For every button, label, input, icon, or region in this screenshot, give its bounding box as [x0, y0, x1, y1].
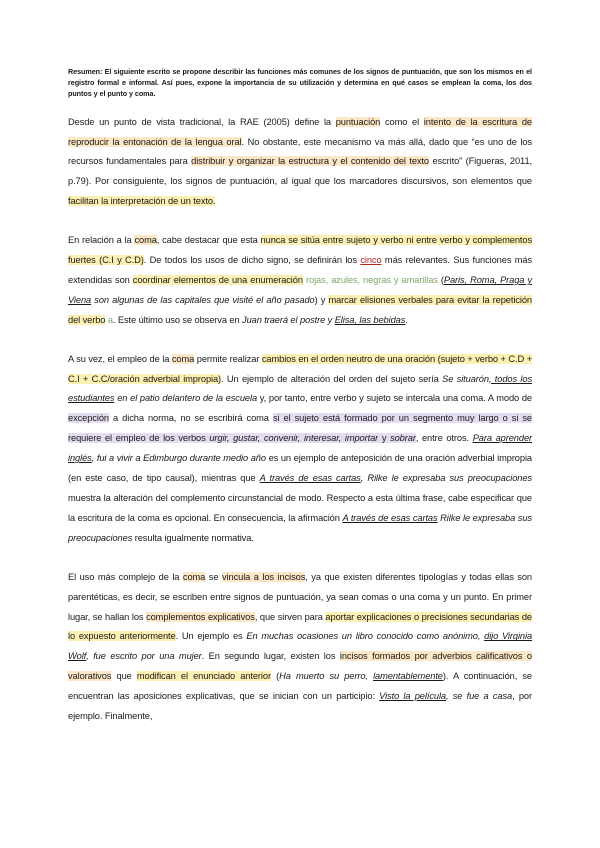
- text-run: Elisa, las bebidas: [334, 314, 406, 325]
- text-run: , cabe destacar que esta: [156, 235, 261, 246]
- text-run: . En segundo lugar, existen los: [201, 651, 340, 662]
- text-run: . Este último uso se observa en: [112, 314, 243, 325]
- text-run: A su vez, el empleo de la: [68, 353, 172, 364]
- text-run: excepción: [68, 413, 109, 424]
- text-run: y, por tanto, entre verbo y sujeto se intercala una coma. A modo de: [257, 393, 532, 404]
- text-run: , Rilke le expresaba sus preocupaciones: [360, 473, 532, 484]
- text-run: coma: [171, 353, 195, 364]
- text-run: que: [111, 671, 137, 682]
- text-run: distribuir y organizar la estructura y el contenido del texto: [191, 156, 429, 167]
- text-run: Desde un punto de vista tradicional, la RAE (2005) define la: [68, 116, 336, 127]
- text-run: aportar explicaciones o precisiones secundarias de lo expuesto anteriormente: [68, 611, 532, 642]
- text-run: escrito” (Figueras, 2011, p.79). Por consiguiente, los signos de puntuación, al igual que los marcadores discursivos, son elementos que: [68, 156, 532, 187]
- text-run: , fui a vivir a Edimburgo durante medio año: [91, 453, 266, 464]
- text-run: incisos formados por adverbios calificativos o valorativos: [68, 651, 532, 682]
- text-run: . Un ejemplo de alteración del orden del sujeto sería: [221, 373, 443, 384]
- text-run: , se fue a casa: [445, 691, 513, 702]
- text-run: (: [270, 671, 280, 682]
- text-run: Visto la película: [379, 691, 446, 702]
- text-run: dijo Virginia Wolf: [68, 631, 533, 662]
- text-run: cinco: [360, 255, 382, 266]
- text-run: Rilke le expresaba sus preocupaciones: [68, 512, 532, 543]
- text-run: En muchas ocasiones un libro conocido como anónimo,: [246, 631, 485, 642]
- paragraph-coma-incisos: [68, 568, 532, 727]
- text-run: , por ejemplo. Finalmente,: [68, 691, 533, 722]
- text-run: puntuación: [335, 116, 381, 127]
- text-run: El uso más complejo de la: [68, 571, 183, 582]
- text-run: vincula a los incisos: [221, 571, 306, 582]
- text-run: . Un ejemplo es: [175, 631, 247, 642]
- text-run: , entre otros.: [415, 433, 473, 444]
- text-run: marcar elisiones verbales para evitar la repetición del verbo: [68, 294, 532, 325]
- text-run: (: [437, 274, 444, 285]
- text-run: muestra la alteración del complemento circunstancial de modo. Respecto a esta última frase, cabe especificar que la escritura de la coma es opcional. En consecuencia, la afirmación: [68, 493, 532, 523]
- text-run: coma: [134, 235, 157, 246]
- text-run: ) y: [314, 294, 329, 305]
- text-run: complementos explicativos: [146, 611, 255, 622]
- text-run: . De todos los usos de dicho signo, se definirán los: [143, 255, 361, 266]
- abstract: [68, 66, 532, 100]
- text-run: A través de esas cartas: [342, 512, 438, 523]
- text-run: , todos los estudiantes: [68, 373, 532, 404]
- text-run: es un ejemplo de anteposición de una oración adverbial impropia (en este caso, de tipo causal), mientras que: [68, 453, 532, 484]
- text-run: A través de esas cartas: [259, 473, 361, 484]
- paragraph-coma-functions: [68, 231, 532, 331]
- text-run: Juan traerá el postre y: [242, 314, 335, 325]
- text-run: permite realizar: [194, 353, 262, 364]
- text-run: Ha muerto su perro,: [279, 671, 374, 682]
- text-run: nunca se sitúa entre sujeto y verbo ni entre verbo y complementos fuertes: [68, 235, 532, 266]
- paragraph-coma-order: [68, 350, 532, 549]
- text-run: En relación a la: [68, 235, 135, 246]
- text-run: a dicha norma, no se escribirá coma: [108, 413, 273, 424]
- text-run: se: [205, 571, 222, 582]
- text-run: rojas, azules, negras y amarillas: [306, 274, 438, 285]
- text-run: facilitan la interpretación de un texto.: [68, 196, 216, 207]
- text-run: cambios en el orden neutro de una oración (sujeto + verbo + C.D + C.I + C.C/oración adverbial impropia): [68, 353, 533, 384]
- text-run: modifican el enunciado anterior: [136, 671, 271, 682]
- text-run: Paris, Roma, Praga y Viena: [68, 274, 532, 305]
- text-run: urgir, gustar, convenir, interesar, importar: [209, 433, 379, 444]
- text-run: , que sirven para: [254, 611, 326, 622]
- text-run: son algunas de las capitales que visité el año pasado: [91, 294, 315, 305]
- text-run: y: [378, 433, 391, 444]
- text-run: más relevantes. Sus funciones más extendidas son: [68, 255, 533, 285]
- text-run: Resumen: El siguiente escrito se propone describir las funciones más comunes de los signos de puntuación, que son los mismos en el registro formal e informal. Así pues, expone la importancia de su utilización y determina en qué casos se emplean la coma, los dos puntos y el punto y coma.: [68, 67, 532, 99]
- text-run: Para aprender inglés: [68, 433, 533, 464]
- text-run: Se situarón: [442, 373, 489, 384]
- paragraph-definition: [68, 113, 532, 213]
- text-run: intento de la escritura de reproducir la entonación de la lengua oral: [68, 116, 532, 147]
- text-run: (C.I y C.D): [95, 255, 144, 266]
- text-run: .: [405, 314, 408, 325]
- text-run: resulta igualmente normativa.: [132, 532, 254, 543]
- text-run: coordinar elementos de una enumeración: [132, 274, 303, 285]
- text-run: como el: [380, 116, 424, 127]
- text-run: lamentablemente: [373, 671, 443, 682]
- text-run: , ya que existen diferentes tipologías y todas ellas son parentéticas, es decir, se escriben entre signos de puntuación, ya sean comas o una coma y un punto. En primer lugar, se hallan los: [68, 571, 532, 622]
- text-run: si el sujeto está formado por un segmento muy largo o si se requiere el empleo de los verbos: [68, 413, 533, 444]
- text-run: sobrar: [390, 433, 416, 444]
- text-run: a: [105, 314, 113, 325]
- text-run: en el patio delantero de la escuela: [114, 393, 258, 404]
- text-run: , fue escrito por una mujer: [86, 651, 202, 662]
- text-run: ). A continuación, se encuentran las aposiciones explicativas, que se inician con un participio:: [68, 671, 533, 702]
- text-run: coma: [182, 571, 206, 582]
- text-run: . No obstante, este mecanismo va más allá, dado que “es uno de los recursos fundamentales para: [68, 136, 532, 167]
